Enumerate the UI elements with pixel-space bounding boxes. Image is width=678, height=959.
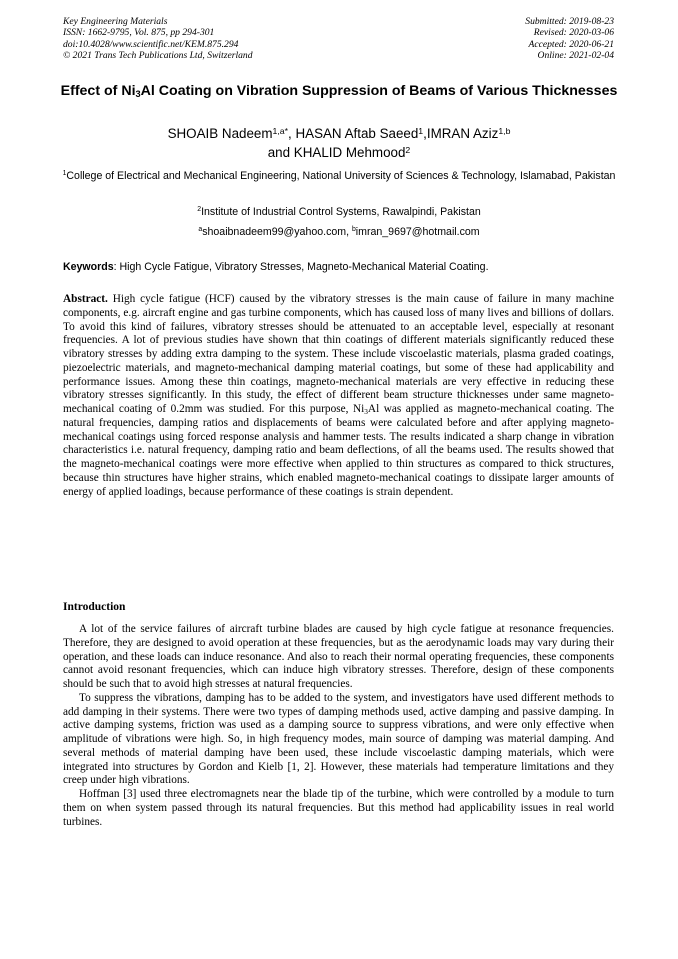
journal-header-left	[63, 16, 253, 61]
affiliation-2	[60, 205, 618, 219]
email-separator: ,	[346, 226, 352, 238]
body-paragraph: To suppress the vibrations, damping has to be added to the system, and investigators have used different methods to add damping in their systems. There were two types of damping methods used, active damping and passive damping. In active damping systems, friction was used as a damping source to suppress vibrations, and were only effective when amplitude of vibrations were high. So, in high frequency modes, main source of damping was material damping. And several methods of material damping have been used, these include viscoelastic damping materials, which were integrated into structures by Gordon and Kielb [1, 2]. However, these materials had temperature limitations and they creep under high vibrations.	[63, 691, 614, 787]
email-mark-b: b	[351, 226, 356, 233]
author-list	[60, 125, 618, 162]
author-name: SHOAIB Nadeem	[167, 126, 273, 141]
body-paragraph: Hoffman [3] used three electromagnets near the blade tip of the turbine, which were controlled by a module to turn them on when system passed through its natural frequencies. But this method had applicability issues in real world turbines.	[63, 788, 614, 828]
author-name: KHALID Mehmood	[293, 144, 406, 160]
journal-issn: ISSN: 1662-9795, Vol. 875, pp 294-301	[63, 27, 215, 39]
date-revised: Revised: 2020-03-06	[533, 27, 614, 39]
author-emails	[60, 225, 618, 239]
abstract	[63, 293, 614, 499]
author-affiliation-mark: 1	[418, 126, 424, 136]
author-name: HASAN Aftab Saeed	[295, 126, 419, 141]
abstract-text-2: Al was applied as magneto-mechanical coating. The natural frequencies, damping ratios and displacements of beams were calculated before and after applying magneto-mechanical coatings using forced response analysis and hammer tests. The results indicated a sharp change in vibration characteristics i.e. natural frequency, damping ratio and beam deflections, of all the beams used. The results showed that the magneto-mechanical coatings were more effective when applied to thin structures as compared to thick structures, because thin structures have higher strains, which enabled magneto-mechanical coatings to dissipate larger amounts of energy of applied loadings, because performance of these coatings is strain dependent.	[63, 403, 614, 498]
author-affiliation-mark: 1,b	[498, 126, 511, 136]
body-paragraph: A lot of the service failures of aircraft turbine blades are caused by high cycle fatigue at resonance frequencies. Therefore, they are designed to avoid operation at these frequencies, but as the aerodynamic loads may vary during their operation, and these loads can induce resonance. And also to reach their normal operating frequencies, these components cannot avoid resonant frequencies, which can induce high vibratory stresses. Therefore, design of these components should be such that to avoid high stresses at natural frequencies.	[63, 623, 614, 690]
email-mark-a: a	[198, 226, 203, 233]
title-part-2: Al Coating on Vibration Suppression of Beams of Various Thicknesses	[140, 83, 618, 99]
abstract-label: Abstract.	[63, 293, 108, 305]
keywords-label: Keywords	[63, 261, 114, 273]
journal-name: Key Engineering Materials	[63, 16, 168, 27]
date-submitted: Submitted: 2019-08-23	[525, 16, 614, 27]
paper-title	[60, 82, 618, 100]
author-name: IMRAN Aziz	[426, 126, 499, 141]
author-separator: ,	[423, 126, 427, 141]
affiliation-mark: 2	[197, 206, 202, 213]
journal-copyright: © 2021 Trans Tech Publications Ltd, Switzerland	[63, 49, 253, 61]
author-separator: and	[267, 144, 294, 160]
date-accepted: Accepted: 2020-06-21	[528, 38, 614, 50]
affiliation-mark: 1	[62, 170, 67, 177]
date-online: Online: 2021-02-04	[537, 49, 614, 61]
introduction-body	[63, 623, 614, 829]
abstract-subscript: 3	[364, 407, 368, 416]
introduction-heading: Introduction	[63, 601, 126, 613]
title-subscript: 3	[135, 89, 141, 99]
affiliation-1	[60, 169, 618, 183]
email-link-a[interactable]: shoaibnadeem99@yahoo.com	[202, 226, 347, 238]
title-part-1: Effect of Ni	[60, 83, 136, 99]
keywords	[63, 260, 615, 274]
author-affiliation-mark: 1,a*	[272, 126, 289, 136]
journal-header-right	[525, 16, 614, 61]
abstract-text-1: High cycle fatigue (HCF) caused by the vibratory stresses is the main cause of failure in many machine components, e.g. aircraft engine and gas turbine components, which has caused loss of many lives and billions of dollars. To avoid this kind of failures, vibratory stresses should be attenuated to an acceptable level, especially at resonant frequencies. A lot of previous studies have shown that thin coatings of different materials significantly reduced these vibratory stresses by adding extra damping to the system. These include viscoelastic materials, plasma graded coatings, piezoelectric materials, and magneto-mechanical damping material coatings, but some of these had applicability and performance issues. Among these thin coatings, magneto-mechanical materials are very effective in reducing these vibratory stresses significantly. In this study, the effect of different beam structure thicknesses under same magneto-mechanical coating of 0.2mm was studied. For this purpose, Ni	[63, 293, 614, 415]
journal-doi: doi:10.4028/www.scientific.net/KEM.875.294	[63, 38, 239, 50]
affiliation-text: College of Electrical and Mechanical Engineering, National University of Sciences & Technology, Islamabad, Pakistan	[66, 170, 616, 182]
email-link-b[interactable]: imran_9697@hotmail.com	[355, 226, 480, 238]
affiliation-text: Institute of Industrial Control Systems, Rawalpindi, Pakistan	[201, 206, 481, 218]
keywords-text: : High Cycle Fatigue, Vibratory Stresses, Magneto-Mechanical Material Coating.	[113, 261, 489, 273]
author-affiliation-mark: 2	[405, 144, 411, 155]
author-separator: ,	[288, 126, 296, 141]
